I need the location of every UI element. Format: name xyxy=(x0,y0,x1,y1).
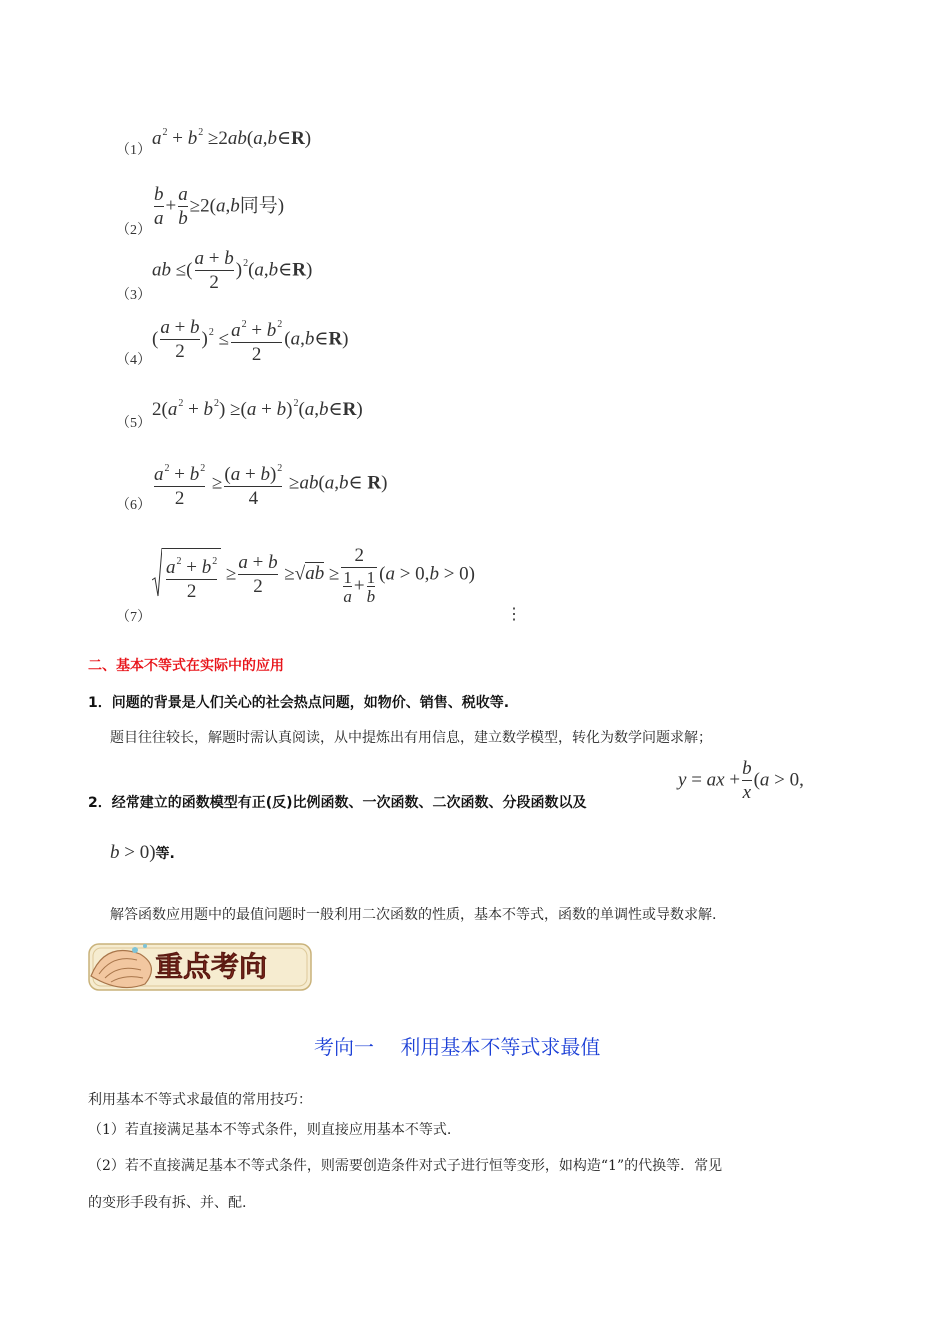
formula-3: ab ≤( $\frac{a + b}{2}$ )$^2$(a,b∈R) xyxy=(152,248,313,293)
focus-tip-2-line-2: 的变形手段有拆、并、配. xyxy=(88,1195,247,1211)
banner-graphic xyxy=(85,936,315,996)
focus-tip-1: （1）若直接满足基本不等式条件，则直接应用基本不等式. xyxy=(88,1122,452,1138)
model-formula-continued: b > 0)等. xyxy=(110,842,175,863)
formula-6: $\frac{a^2 + b^2}{2}$ ≥ $\frac{(a + b)^2}{4}$ ≥ab(a,b∈ R) xyxy=(154,463,388,509)
sqrt-symbol: $\frac{a^2 + b^2}{2}$ xyxy=(152,548,221,603)
formula-4: ( $\frac{a + b}{2}$ )$^2$ ≤ $\frac{a^2 + b^2}{2}$ (a,b∈R) xyxy=(152,317,349,365)
focus-title: 考向一 利用基本不等式求最值 xyxy=(314,1035,601,1059)
formula-number-6: （6） xyxy=(116,498,151,513)
model-formula: y = ax + $\frac{b}{x}$ (a > 0, xyxy=(678,758,804,803)
formula-number-2: （2） xyxy=(116,223,151,238)
formula-1: $a^2 + b^2$ ≥2ab(a,b∈R) xyxy=(152,127,312,149)
ellipsis: ⋮ xyxy=(506,606,522,623)
same-sign-text: 同号 xyxy=(239,195,278,217)
focus-tip-2-line-1: （2）若不直接满足基本不等式条件，则需要创造条件对式子进行恒等变形，如构造“1”的代换等．常见 xyxy=(88,1158,723,1174)
formula-number-3: （3） xyxy=(116,288,151,303)
section-heading: 二、基本不等式在实际中的应用 xyxy=(88,658,284,674)
paragraph-2: 解答函数应用题中的最值问题时一般利用二次函数的性质，基本不等式，函数的单调性或导数求解. xyxy=(110,907,717,923)
focus-intro: 利用基本不等式求最值的常用技巧： xyxy=(88,1092,312,1108)
formula-number-5: （5） xyxy=(116,416,151,431)
formula-number-7: （7） xyxy=(116,610,151,625)
item-2-end: 等. xyxy=(155,846,175,862)
paragraph-1: 题目往往较长，解题时需认真阅读，从中提炼出有用信息，建立数学模型，转化为数学问题求解； xyxy=(110,730,712,746)
item-1: 1．问题的背景是人们关心的社会热点问题，如物价、销售、税收等. xyxy=(88,695,510,711)
formula-number-1: （1） xyxy=(116,143,151,158)
focus-banner xyxy=(85,936,315,996)
formula-7: $\frac{a^2 + b^2}{2}$ ≥ $\frac{a + b}{2}$ ≥√ab ≥ 2 $\frac{1}{a}$ + $\frac{1}{b}$ (a > 0,b > 0) xyxy=(152,545,475,605)
formula-5: $2(a^2 + b^2) \ge(a$ + $b)^2(a,b\in R)$ xyxy=(152,398,363,420)
banner-text: 重点考向 xyxy=(155,950,268,983)
formula-2: $\frac{b}{a}$ + $\frac{a}{b}$ ≥2(a,b同号) xyxy=(154,184,285,229)
item-2: 2．经常建立的函数模型有正(反)比例函数、一次函数、二次函数、分段函数以及 xyxy=(88,795,587,811)
formula-number-4: （4） xyxy=(116,353,151,368)
